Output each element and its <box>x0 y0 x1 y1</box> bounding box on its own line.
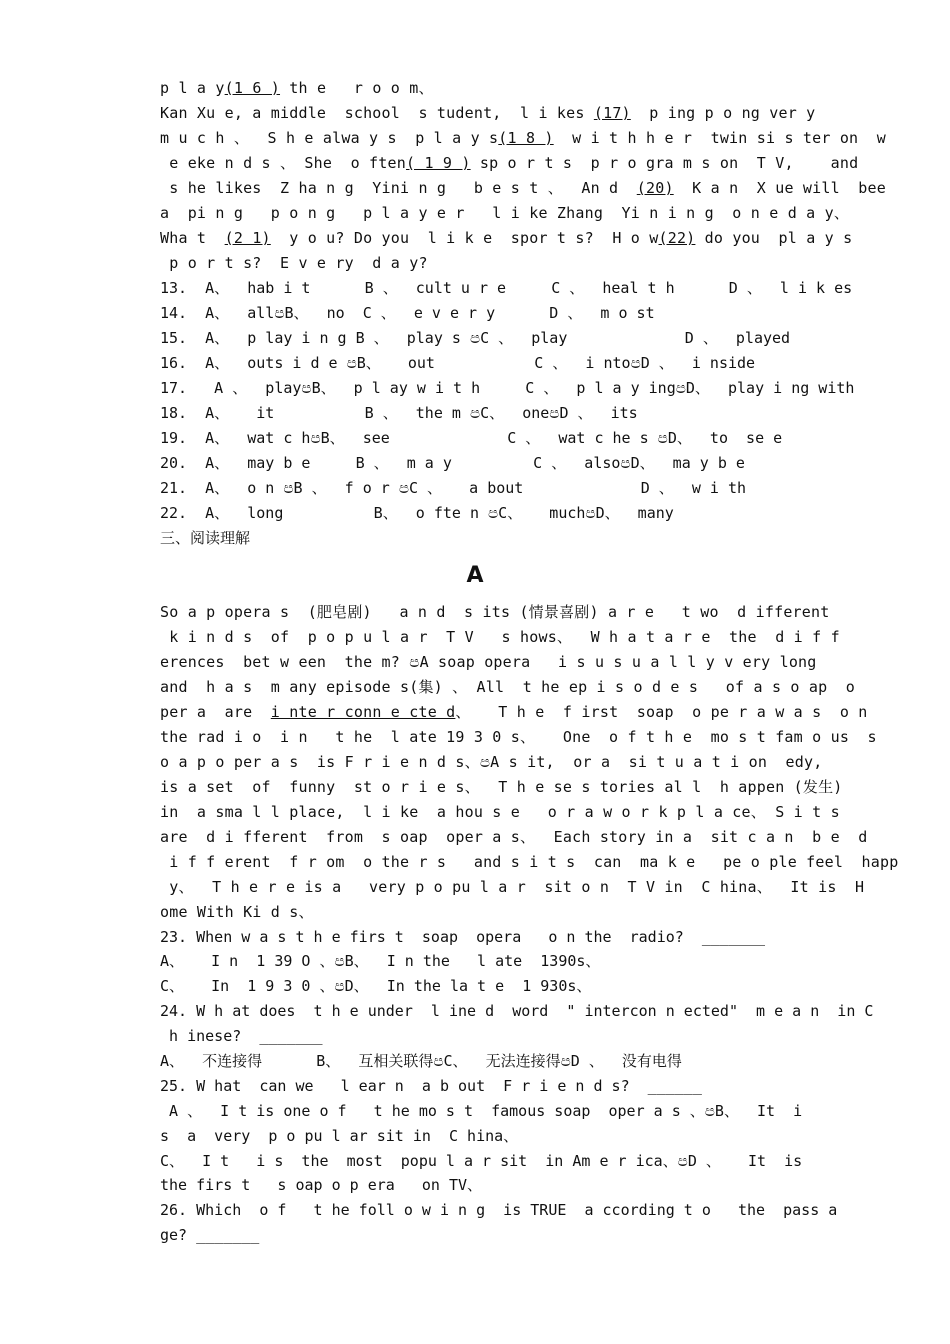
passage-line-6: the rad i o i n t he l ate 19 3 0 s、 One o f t h e mo s t fam o us s <box>160 728 877 746</box>
option-row-15: 15. A、 p lay i n g B 、 play s පC 、 play D 、 played <box>160 329 791 347</box>
question-25-option-cd: C、 I t i s the most popu l a r sit in Am e r ica、පD 、 It is <box>160 1152 803 1170</box>
passage-line-4: and h a s m any episode s(集) 、 All t he ep i s o d e s of a s o ap o <box>160 678 856 696</box>
cloze-line-7: Wha t (2 1) y o u? Do you l i k e spor t s? H o w(22) do you pl a y s <box>160 229 853 247</box>
question-24-options: A、 不连接得 B、 互相关联得පC、 无法连接得පD 、 没有电得 <box>160 1052 682 1070</box>
passage-line-8: is a set of funny st o r i e s、 T h e se s tories al l h appen (发生) <box>160 778 843 796</box>
question-25-option-ab: A 、 I t is one o f t he mo s t famous soap oper a s 、පB、 It i <box>160 1102 803 1120</box>
option-row-20: 20. A、 may b e B 、 m a y C 、 alsoපD、 ma y b e <box>160 454 745 472</box>
cloze-line-3: m u c h 、 S h e alwa y s p l a y s(1 8 ) w i t h h e r twin si s ter on w <box>160 129 886 147</box>
option-row-16: 16. A、 outs i d e පB、 out C 、 i ntoපD 、 i nside <box>160 354 756 372</box>
option-row-18: 18. A、 it B 、 the m පC、 oneපD 、 its <box>160 404 638 422</box>
option-row-22: 22. A、 long B、 o fte n පC、 muchපD、 many <box>160 504 674 522</box>
question-26-cont: ge? _______ <box>160 1226 260 1244</box>
question-26: 26. Which o f t he foll o w i n g is TRUE a ccording t o the pass a <box>160 1201 838 1219</box>
question-24-cont: h inese? _______ <box>160 1027 323 1045</box>
question-25-option-ab-cont: s a very p o pu l ar sit in C hina、 <box>160 1127 519 1145</box>
question-23-options-cd: C、 In 1 9 3 0 、පD、 In the la t e 1 930s、 <box>160 977 592 995</box>
section-title: 三、阅读理解 <box>160 529 251 547</box>
question-23: 23. When w a s t h e firs t soap opera o n the radio? _______ <box>160 928 766 946</box>
underlined-word: i nte r conn e cte d <box>270 703 456 721</box>
passage-line-9: in a sma l l place, l i ke a hou s e o r a w o r k p l a ce、 S i t s <box>160 803 840 821</box>
question-25: 25. W hat can we l ear n a b out F r i e n d s? ______ <box>160 1077 702 1095</box>
cloze-line-1: p l a y(1 6 ) th e r o o m、 <box>160 79 434 97</box>
passage-line-3: erences bet w een the m? පA soap opera i s u s u a l l y v ery long <box>160 653 817 671</box>
option-row-17: 17. A 、 playපB、 p l ay w i t h C 、 p l a y ingපD、 play i ng with <box>160 379 855 397</box>
passage-line-10: are d i fferent from s oap oper a s、 Each story in a sit c a n b e d <box>160 828 868 846</box>
option-row-21: 21. A、 o n පB 、 f o r පC 、 a bout D 、 w i th <box>160 479 747 497</box>
question-25-option-cd-cont: the firs t s oap o p era on TV、 <box>160 1176 483 1194</box>
passage-heading: A <box>466 563 484 588</box>
option-row-19: 19. A、 wat c hපB、 see C 、 wat c he s පD、 to se e <box>160 429 783 447</box>
passage-line-7: o a p o per a s is F r i e n d s、පA s it, or a si t u a t i on edy, <box>160 753 823 771</box>
passage-line-2: k i n d s of p o p u l a r T V s hows、 W h a t a r e the d i f f <box>160 628 840 646</box>
cloze-line-6: a pi n g p o n g p l a y e r l i ke Zhang Yi n i n g o n e d a y、 <box>160 204 850 222</box>
question-24: 24. W h at does t h e under l ine d word " intercon n ected" m e a n in C <box>160 1002 874 1020</box>
passage-line-12: y、 T h e r e is a very p o pu l a r sit o n T V in C hina、 It is H <box>160 878 865 896</box>
cloze-line-5: s he likes Z ha n g Yini n g b e s t 、 An d (20) K a n X ue will bee <box>160 179 886 197</box>
cloze-line-8: p o r t s? E v e ry d a y? <box>160 254 428 272</box>
question-23-options-ab: A、 I n 1 39 O 、පB、 I n the l ate 1390s、 <box>160 952 601 970</box>
option-row-13: 13. A、 hab i t B 、 cult u r e C 、 heal t h D 、 l i k es <box>160 279 853 297</box>
passage-line-5: per a are i nte r conn e cte d、 T h e f irst soap o pe r a w a s o n <box>160 703 868 721</box>
passage-line-1: So a p opera s (肥皂剧) a n d s its (情景喜剧) a r e t wo d ifferent <box>160 603 830 621</box>
passage-line-11: i f f erent f r om o the r s and s i t s can ma k e pe o ple feel happ <box>160 853 899 871</box>
option-row-14: 14. A、 allපB、 no C 、 e v e r y D 、 m o st <box>160 304 655 322</box>
passage-line-13: ome With Ki d s、 <box>160 903 314 921</box>
cloze-line-4: e eke n d s 、 She o ften( 1 9 ) sp o r t s p r o gra m s on T V, and <box>160 154 859 172</box>
cloze-line-2: Kan Xu e, a middle school s tudent, l i kes (17) p ing p o ng ver y <box>160 104 816 122</box>
